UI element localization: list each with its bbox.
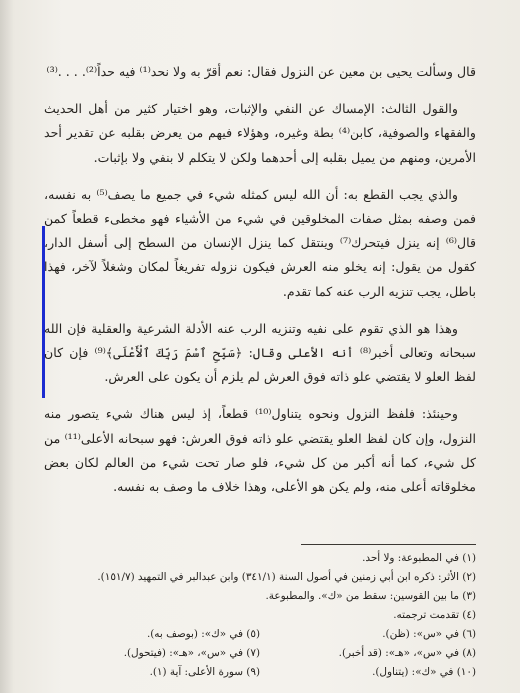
footnote-1: (١) في المطبوعة: ولا أحد.: [362, 552, 476, 564]
main-text: [44, 60, 476, 512]
footnote-4: (٤) تقدمت ترجمته.: [393, 609, 476, 621]
footnote-separator: [301, 544, 476, 545]
footnotes: [44, 549, 476, 682]
footnote-10: (١٠) في «ك»: (يتناول).: [372, 666, 476, 678]
paragraph-5: وحينئذ: فلفظ النزول ونحوه يتناول⁽¹⁰⁾ قطعاً، إذ ليس هناك شيء يتصور منه النزول، وإن كان لفظ العلو يقتضي علو ذاته فوق العرش: فهو سبحانه الأعلى⁽¹¹⁾ من كل شيء، كما أنه أكبر من كل شيء، فلو صار تحت شيء من العالم لكان بعض مخلوقاته أعلى منه، ولم يكن هو الأعلى، وهذا خلاف ما وصف به نفسه.: [44, 406, 476, 495]
footnote-2: (٢) الأثر: ذكره ابن أبي زمنين في أصول السنة (٣٤١/١) وابن عبدالبر في التمهيد (١٥١/٧).: [97, 571, 476, 583]
footnote-8: (٨) في «س»، «هـ»: (قد أخبر).: [338, 647, 476, 659]
footnote-5: (٥) في «ك»: (بوصف به).: [146, 628, 260, 640]
page-gutter-shadow: [0, 0, 14, 693]
footnote-7: (٧) في «س»، «هـ»: (فيتحول).: [123, 647, 260, 659]
footnote-row-9-10: [44, 663, 476, 682]
paragraph-1: قال وسألت يحيى بن معين عن النزول فقال: نعم أقرّ به ولا نحد⁽¹⁾ فيه حداً⁽²⁾. . . .⁽³⁾: [46, 64, 476, 79]
footnote-row-5-6: [44, 625, 476, 644]
paragraph-4: وهذا هو الذي تقوم على نفيه وتنزيه الرب عنه الأدلة الشرعية والعقلية فإن الله سبحانه وتعالى أخبر⁽⁸⁾ أنه الأعلى وقال: ﴿سَبِّحِ ٱسْمَ رَبِّكَ ٱلْأَعْلَى﴾⁽⁹⁾ فإن كان لفظ العلو لا يقتضي علو ذاته فوق العرش لم يلزم أن يكون على العرش.: [44, 320, 476, 385]
footnote-3: (٣) ما بين القوسين: سقط من «ك». والمطبوعة.: [265, 590, 476, 602]
paragraph-2: والقول الثالث: الإمساك عن النفي والإثبات، وهو اختيار كثير من أهل الحديث والفقهاء والصوفية، كابن⁽⁴⁾ بطة وغيره، وهؤلاء فيهم من يعرض بقلبه عن تقدير أحد الأمرين، ومنهم من يميل بقلبه إلى أحدهما ولكن لا يتكلم لا بنفي ولا بإثبات.: [44, 101, 476, 165]
paragraph-3: والذي يجب القطع به: أن الله ليس كمثله شيء في جميع ما يصف⁽⁵⁾ به نفسه، فمن وصفه بمثل صفات المخلوقين في شيء من الأشياء فهو مخطىء قطعاً كمن قال⁽⁶⁾ إنه ينزل فيتحرك⁽⁷⁾ وينتقل كما ينزل الإنسان من السطح إلى أسفل الدار، كقول من يقول: إنه يخلو منه العرش فيكون نزوله تفريغاً لمكان وشغلاً لآخر، فهذا باطل، يجب تنزيه الرب عنه كما تقدم.: [44, 186, 477, 299]
footnote-6: (٦) في «س»: (ظن).: [382, 628, 476, 640]
footnote-9: (٩) سورة الأعلى: آية (١).: [149, 666, 260, 678]
footnote-row-7-8: [44, 644, 476, 663]
